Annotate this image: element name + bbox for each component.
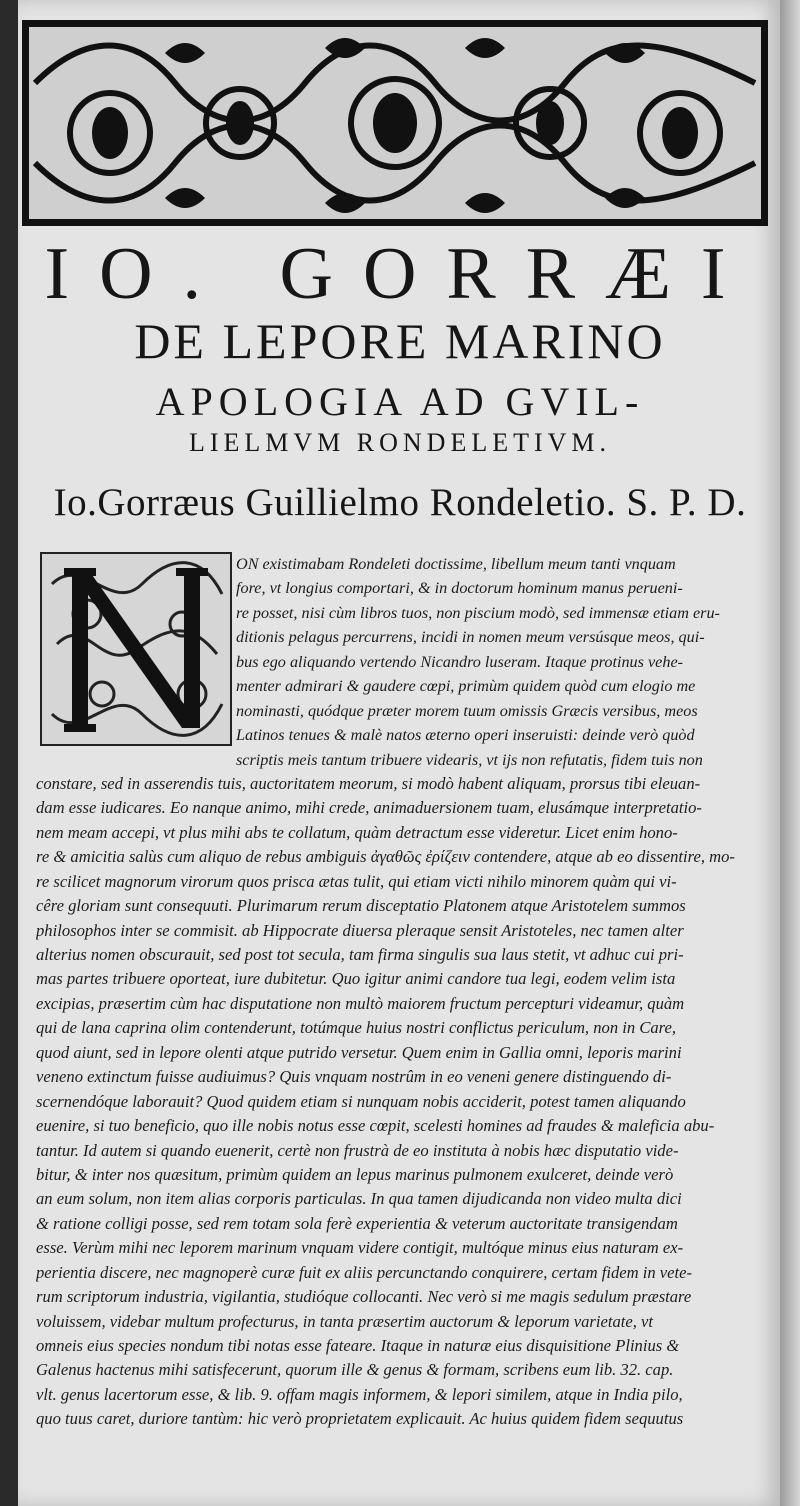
text-line: ditionis pelagus percurrens, incidi in nomen meum versúsque meos, qui-	[236, 628, 705, 647]
text-line: bitur, & inter nos quæsitum, primùm quidem an lepus marinus pulmonem exulceret, deinde verò	[36, 1164, 674, 1184]
text-line: constare, sed in asserendis tuis, auctoritatem meorum, si modò habent aliquam, prorsus tibi eleuan-	[36, 773, 701, 793]
salutation: Io.Gorræus Guillielmo Rondeletio. S. P. D.	[53, 481, 747, 524]
text-line: ON existimabam Rondeleti doctissime, libellum meum tanti vnquam	[236, 555, 676, 573]
text-line: esse. Verùm mihi nec leporem marinum vnquam videre contigit, multóque minus eius naturam ex-	[36, 1238, 684, 1258]
text-line: voluissem, videbar multum profecturus, in tanta præsertim auctorum & leporum varietate, vt	[36, 1311, 653, 1331]
text-line: omneis eius species nondum tibi notas esse fateare. Itaque in naturæ eius disquisitione Plinius &	[36, 1336, 680, 1355]
text-line: quo tuus caret, duriore tantùm: hic verò proprietatem explicauit. Ac huius quidem fidem sequutus	[36, 1409, 684, 1429]
text-line: an eum solum, non item alias corporis particulas. In qua tamen dijudicanda non video multa dici	[36, 1189, 682, 1209]
text-line: mas partes tribuere oporteat, iure dubitetur. Quo igitur animi candore tua legi, eodem velim ista	[36, 969, 676, 989]
text-line: & ratione colligi posse, sed rem totam sola ferè experientia & veterum auctoritate transigendam	[36, 1213, 678, 1233]
text-line: Latinos tenues & malè natos æterno operi inseruisti: deinde verò quòd	[236, 726, 695, 745]
work-title: DE LEPORE MARINO	[134, 313, 666, 369]
subtitle-line-1: APOLOGIA AD GVIL-	[155, 379, 645, 424]
text-line: alterius nomen obscurauit, sed post tot secula, tam firma singulis sua laus stetit, vt adhuc cui pri-	[36, 945, 684, 964]
text-line: rum scriptorum industria, vigilantia, studióque collocanti. Nec verò si me magis sedulum præstare	[36, 1287, 692, 1307]
text-line: scriptis meis tantum tribuere videaris, vt ijs non refutatis, fidem tuis non	[236, 750, 703, 769]
text-line: vlt. genus lacertorum esse, & lib. 9. offam magis informem, & lepori similem, atque in India pilo,	[36, 1384, 683, 1404]
text-line: re posset, nisi cùm libros tuos, non piscium modò, sed immensæ etiam eru-	[236, 603, 720, 622]
subtitle-line-2: LIELMVM RONDELETIVM.	[188, 428, 612, 457]
author-title: IO. GORRÆI	[44, 233, 756, 315]
text-line: re & amicitia salùs cum aliquo de rebus ambiguis ἀγαθῶς ἐρίζειν contendere, atque ab eo dissentire, mo-	[36, 847, 735, 867]
text-line: fore, vt longius comportari, & in doctorum hominum manus perueni-	[236, 579, 683, 598]
text-line: Galenus hactenus mihi satisfecerunt, quorum ille & genus & formam, scribens eum lib. 32. cap.	[36, 1360, 674, 1380]
text-line: euenire, si tuo beneficio, quo ille nobis notus esse cœpit, scelesti homines ad fraudes & maleficia abu-	[36, 1116, 715, 1136]
text-line: bus ego aliquando vertendo Nicandro luseram. Itaque protinus vehe-	[236, 652, 684, 671]
text-line: re scilicet magnorum virorum quos prisca ætas tulit, qui etiam victi nihilo minorem quàm qui vi-	[36, 871, 677, 891]
text-line: dam esse iudicares. Eo nanque animo, mihi crede, animaduersionem tuam, elusámque interpretatio-	[36, 798, 702, 818]
text-line: perientia discere, nec magnoperè curæ fuit ex aliis percunctando conquirere, certam fidem in vete-	[36, 1262, 693, 1282]
page-edge	[780, 0, 800, 1506]
text-line: menter admirari & gaudere cœpi, primùm quidem quòd cum elogio me	[236, 677, 696, 696]
headpiece-ornament	[22, 20, 768, 226]
text-line: cêre gloriam sunt consequuti. Plurimarum rerum disceptatio Platonem atque Aristotelem summos	[36, 896, 686, 916]
text-line: veneno extinctum fuisse audiuimus? Quis vnquam nostrûm in eo veneni genere distinguendo di-	[36, 1067, 672, 1087]
text-line: nominasti, quódque præter morem tuum omissis Græcis versibus, meos	[236, 701, 698, 720]
text-line: excipias, præsertim cùm hac disputatione non multò maiorem fructum percepturi videamur, quàm	[36, 993, 685, 1013]
text-line: qui de lana caprina olim contenderunt, totúmque huius nostri conflictus periculum, non in Care,	[36, 1018, 677, 1038]
text-line: nem meam accepi, vt plus mihi abs te collatum, quàm detractum esse videretur. Licet enim hono-	[36, 822, 678, 842]
body-text	[36, 552, 770, 1432]
text-line: philosophos inter se commisit. ab Hippocrate diuersa pleraque sensit Aristoteles, nec tamen alter	[36, 920, 684, 940]
text-line: scernendóque laborauit? Quod quidem etiam si nunquam nobis acciderit, potest tamen aliquando	[36, 1091, 686, 1111]
text-line: tantur. Id autem si quando euenerit, certè non frustrà de eo instituta à nobis hæc disputatio vide-	[36, 1140, 679, 1160]
text-line: quod aiunt, sed in lepore olenti atque putrido versetur. Quem enim in Gallia omni, leporis marini	[36, 1042, 682, 1062]
